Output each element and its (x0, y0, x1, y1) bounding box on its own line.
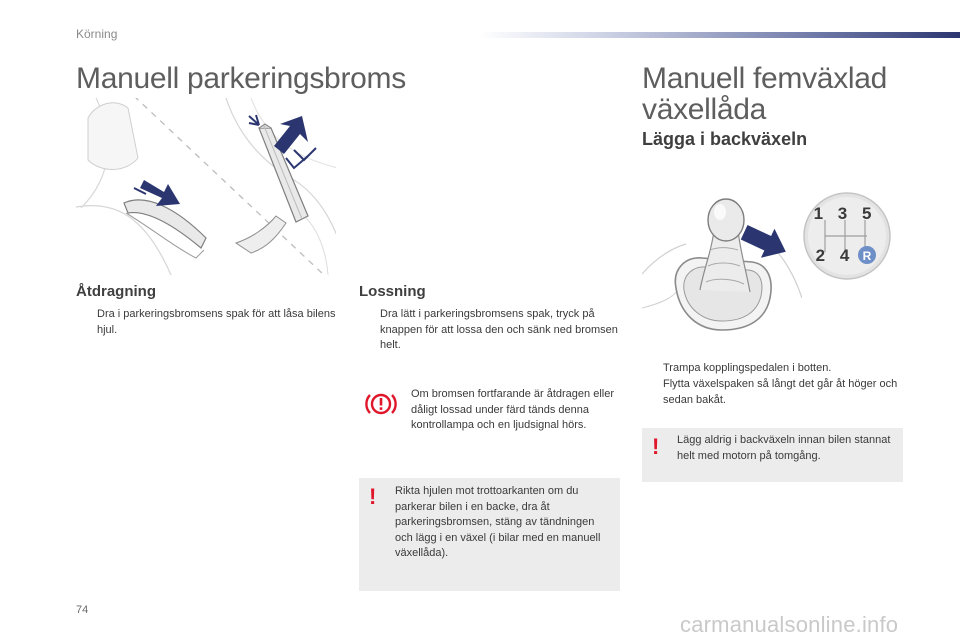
header-bar (480, 32, 960, 38)
advice-text: Lägg aldrig i backväxeln innan bilen stannat helt med motorn på tomgång. (677, 434, 891, 462)
watermark: carmanualsonline.info (680, 612, 899, 637)
warning-lamp-note (359, 381, 623, 461)
warning-lamp-text: Om bromsen fortfarande är åtdragen eller dåligt lossad under färd tänds denna kontrollampa och en ljudsignal hörs. (411, 388, 614, 431)
bullet-text: Dra i parkeringsbromsens spak för att låsa bilens hjul. (97, 308, 336, 336)
brake-warning-lamp-icon (365, 391, 397, 417)
bullet-releasing (359, 307, 621, 354)
reverse-gear-badge: R (862, 249, 872, 263)
bullet-shift-reverse (642, 377, 904, 408)
advice-box-reverse (642, 428, 903, 482)
advice-box-parking (359, 478, 620, 591)
bullet-text: Flytta växelspaken så långt det går åt höger och sedan bakåt. (663, 378, 898, 406)
section-label: Körning (76, 27, 118, 41)
heading-applying: Åtdragning (76, 283, 156, 300)
bullet-clutch (642, 361, 904, 377)
bullet-applying (76, 307, 338, 338)
bullet-text: Trampa kopplingspedalen i botten. (663, 362, 832, 374)
title-line-1: Manuell femväxlad (642, 62, 888, 95)
gear-bottom-row: 2 4 (815, 246, 855, 265)
warning-exclamation-icon: ! (652, 434, 660, 459)
gear-pattern-diagram (801, 190, 893, 282)
gear-top-row: 1 3 5 (813, 204, 877, 223)
gear-lever-illustration (642, 178, 802, 350)
warning-exclamation-icon: ! (369, 484, 377, 509)
advice-text: Rikta hjulen mot trottoarkanten om du parkerar bilen i en backe, dra åt parkeringsbromsen, stäng av tändningen och lägg i en växel (i bilar med en manuell växellåda). (395, 485, 601, 559)
parking-brake-illustration (76, 98, 336, 275)
heading-reverse-gear: Lägga i backväxeln (642, 129, 808, 149)
page-number: 74 (76, 604, 89, 616)
bullet-text: Dra lätt i parkeringsbromsens spak, tryck på knappen för att lossa den och sänk ned bromsen helt. (380, 308, 618, 351)
page-title-gearbox (642, 63, 942, 125)
page-title-parking-brake: Manuell parkeringsbroms (76, 62, 406, 95)
title-line-2: växellåda (642, 93, 767, 126)
heading-releasing: Lossning (359, 283, 426, 300)
